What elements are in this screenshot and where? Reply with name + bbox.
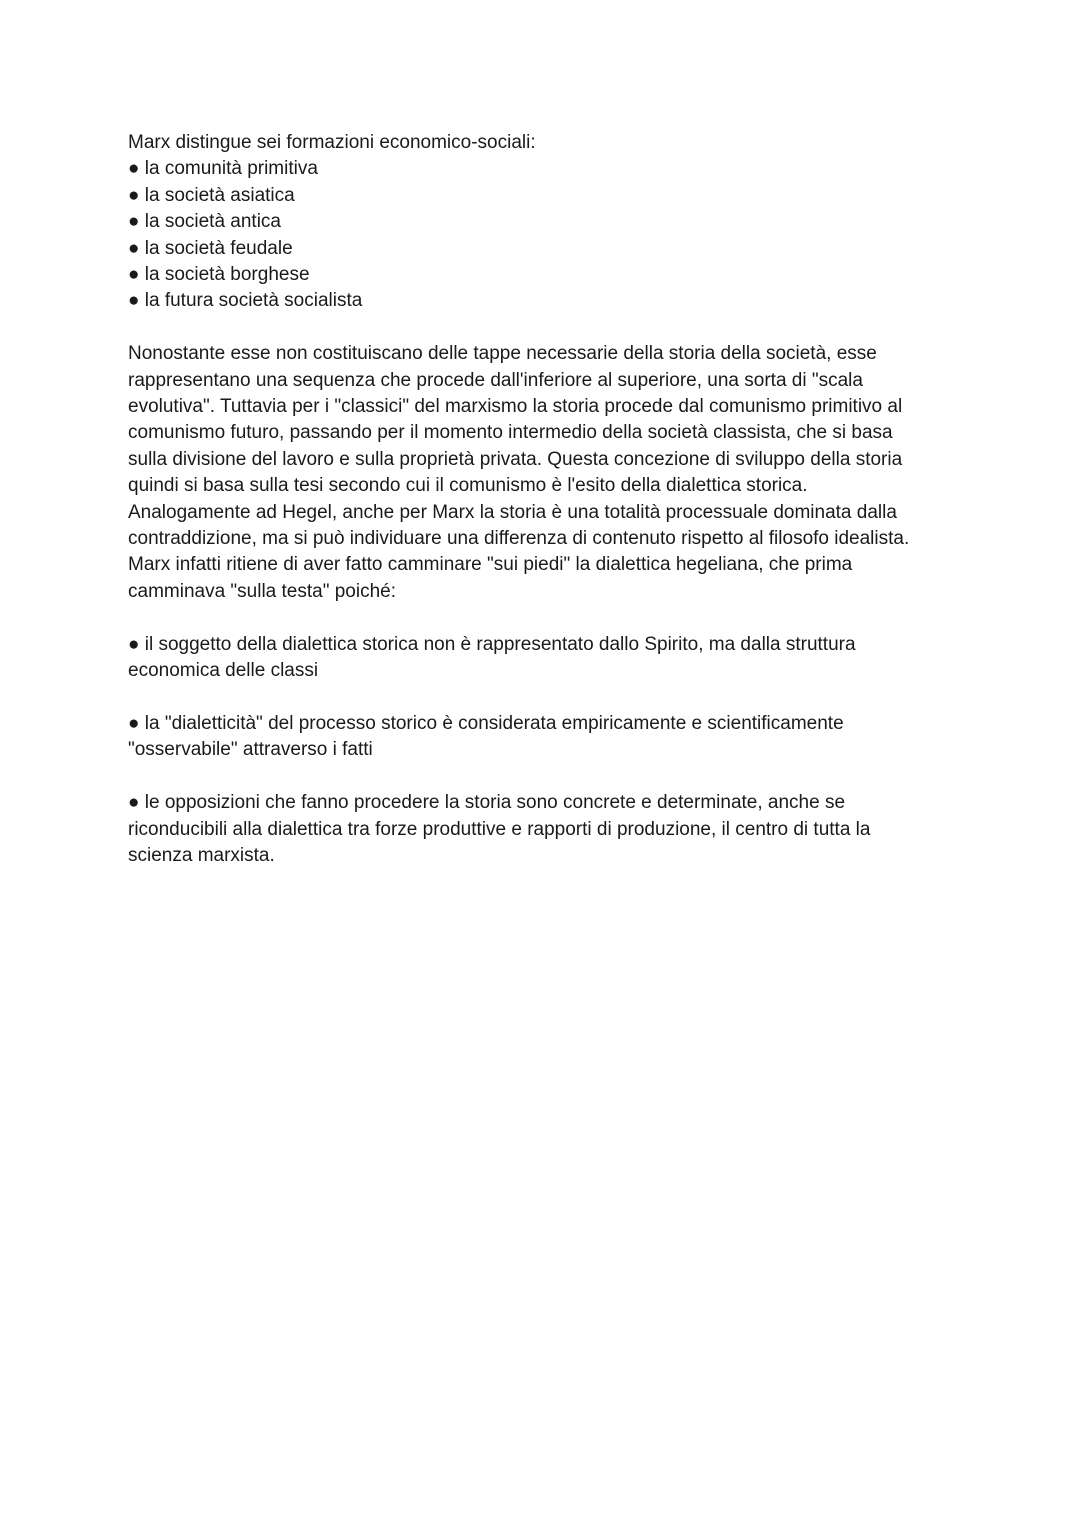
point-line: scienza marxista. [128,844,275,866]
point-line: economica delle classi [128,660,319,682]
paragraph-line: rappresentano una sequenza che procede dall'inferiore al superiore, una sorta di "scala [128,369,863,391]
paragraph-line: quindi si basa sulla tesi secondo cui il comunismo è l'esito della dialettica storica. [128,475,808,497]
paragraph-line: Analogamente ad Hegel, anche per Marx la storia è una totalità processuale dominata dalla [128,501,897,523]
point-line: riconducibili alla dialettica tra forze produttive e rapporti di produzione, il centro di tutta la [128,818,871,840]
paragraph-spacer [128,315,958,341]
list-item: ● la società asiatica [128,184,295,206]
list-item: ● la società borghese [128,264,310,286]
main-paragraph [128,341,958,605]
point-line: ● le opposizioni che fanno procedere la storia sono concrete e determinate, anche se [128,792,846,814]
paragraph-spacer [128,605,958,631]
paragraph-line: Nonostante esse non costituiscano delle tappe necessarie della storia della società, esse [128,343,877,365]
paragraph-line: camminava "sulla testa" poiché: [128,580,397,602]
list-item: ● la società feudale [128,237,293,259]
point-line: ● la "dialetticità" del processo storico è considerata empiricamente e scientificamente [128,712,844,734]
formations-list [128,156,958,314]
paragraph-spacer [128,764,958,790]
paragraph-line: comunismo futuro, passando per il momento intermedio della società classista, che si basa [128,422,893,444]
point-item [128,790,958,869]
point-line: "osservabile" attraverso i fatti [128,739,373,761]
paragraph-line: contraddizione, ma si può individuare una differenza di contenuto rispetto al filosofo idealista. [128,528,910,550]
point-line: ● il soggetto della dialettica storica non è rappresentato dallo Spirito, ma dalla struttura [128,633,856,655]
paragraph-spacer [128,685,958,711]
point-item [128,711,958,764]
list-item: ● la società antica [128,211,282,233]
list-item: ● la futura società socialista [128,290,363,312]
list-item: ● la comunità primitiva [128,158,318,180]
paragraph-line: Marx infatti ritiene di aver fatto camminare "sui piedi" la dialettica hegeliana, che prima [128,554,853,576]
document-body [128,130,958,869]
intro-line: Marx distingue sei formazioni economico-sociali: [128,132,536,153]
paragraph-line: sulla divisione del lavoro e sulla proprietà privata. Questa concezione di sviluppo della storia [128,448,903,470]
point-item [128,632,958,685]
paragraph-line: evolutiva". Tuttavia per i "classici" del marxismo la storia procede dal comunismo primitivo al [128,396,903,418]
